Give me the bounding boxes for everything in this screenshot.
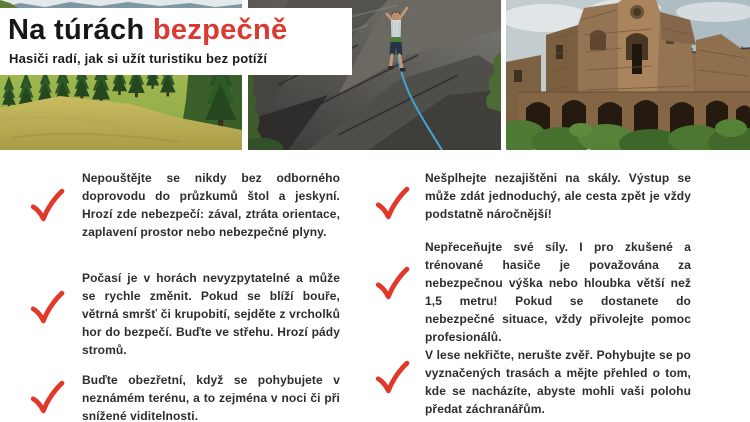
checkmark-icon xyxy=(29,286,65,328)
title-black-text: Na túrách xyxy=(8,14,145,46)
page-title xyxy=(8,14,352,46)
ancient-ruins-illustration xyxy=(506,0,750,150)
tip-text: Nepřeceňujte své síly. I pro zkušené a trénované hasiče je považována za nebezpečnou výška nebo hloubka větší než 1,5 metru! Pokud se dostanete do nebezpečné situace, vždy přivolejte pomoc profesionálů. xyxy=(425,240,691,344)
title-red-text: bezpečně xyxy=(152,14,288,46)
checkmark-icon xyxy=(29,376,65,418)
tip-text: Nešplhejte nezajištěni na skály. Výstup se může zdát jednoduchý, ale cesta zpět je vždy podstatně náročnější! xyxy=(425,171,691,221)
tip-text: Buďte obezřetní, když se pohybujete v neznámém terénu, a to zejména v noci či při snížené viditelnosti. xyxy=(82,373,340,422)
title-card xyxy=(0,8,352,75)
page-subtitle: Hasiči radí, jak si užít turistiku bez potíží xyxy=(9,51,268,66)
checkmark-icon xyxy=(374,182,410,224)
tip-text: Počasí je v horách nevyzpytatelné a může se rychle změnit. Pokud se blíží bouře, větrná smršť či krupobití, sejděte z vrcholků hor do bezpečí. Buďte ve střehu. Hrozí pády stromů. xyxy=(82,271,340,357)
ancient-ruins-photo xyxy=(506,0,750,150)
checkmark-icon xyxy=(374,356,410,398)
checkmark-icon xyxy=(374,262,410,304)
tip-text: Nepouštějte se nikdy bez odborného doprovodu do průzkumů štol a jeskyní. Hrozí zde nebezpečí: zával, ztráta orientace, zaplavení prostor nebo nebezpečné plyny. xyxy=(82,171,340,239)
tip-text: V lese nekřičte, nerušte zvěř. Pohybujte se po vyznačených trasách a mějte přehled o tom, kde se nacházíte, abyste mohli vaši polohu předat záchranářům. xyxy=(425,348,691,416)
checkmark-icon xyxy=(29,184,65,226)
